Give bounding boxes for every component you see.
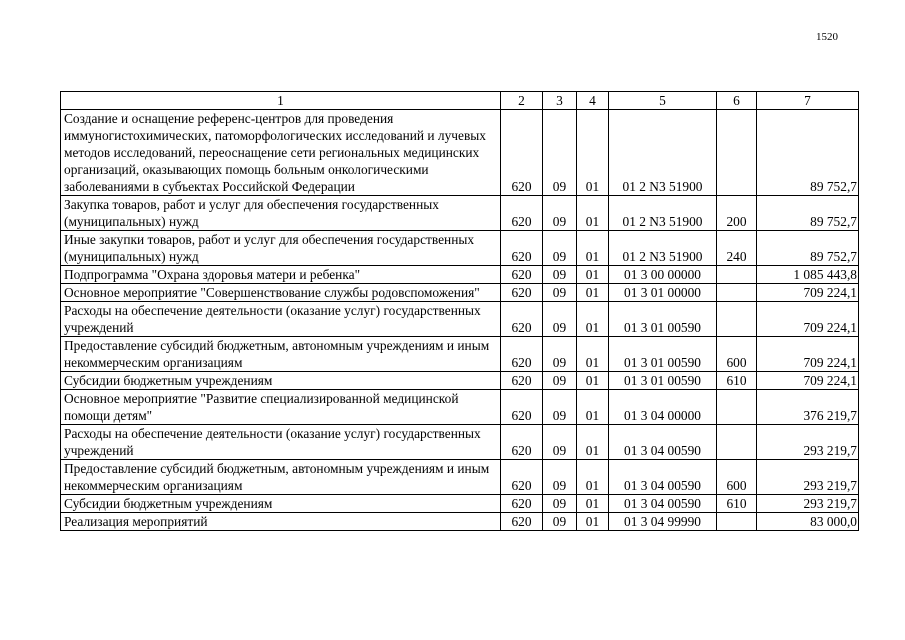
- ministry-code-cell: 620: [501, 425, 543, 460]
- amount-cell: 89 752,7: [757, 196, 859, 231]
- amount-cell: 1 085 443,8: [757, 266, 859, 284]
- header-col-6: 6: [717, 92, 757, 110]
- item-name-cell: Подпрограмма "Охрана здоровья матери и ребенка": [61, 266, 501, 284]
- expense-type-cell: [717, 390, 757, 425]
- amount-cell: 709 224,1: [757, 284, 859, 302]
- item-name-cell: Расходы на обеспечение деятельности (оказание услуг) государственных учреждений: [61, 302, 501, 337]
- section-code-cell: 09: [543, 284, 577, 302]
- item-name-cell: Предоставление субсидий бюджетным, автономным учреждениям и иным некоммерческим организациям: [61, 460, 501, 495]
- expense-type-cell: [717, 266, 757, 284]
- section-code-cell: 09: [543, 425, 577, 460]
- ministry-code-cell: 620: [501, 284, 543, 302]
- table-row: [61, 460, 859, 495]
- item-name-cell: Основное мероприятие "Развитие специализированной медицинской помощи детям": [61, 390, 501, 425]
- section-code-cell: 09: [543, 495, 577, 513]
- target-code-cell: 01 3 04 00590: [609, 495, 717, 513]
- ministry-code-cell: 620: [501, 495, 543, 513]
- section-code-cell: 09: [543, 390, 577, 425]
- expense-type-cell: [717, 513, 757, 531]
- table-row: [61, 372, 859, 390]
- table-row: [61, 337, 859, 372]
- expense-type-cell: [717, 425, 757, 460]
- budget-table: [60, 91, 859, 531]
- section-code-cell: 09: [543, 513, 577, 531]
- header-col-5: 5: [609, 92, 717, 110]
- header-col-4: 4: [577, 92, 609, 110]
- section-code-cell: 09: [543, 337, 577, 372]
- header-col-2: 2: [501, 92, 543, 110]
- table-row: [61, 284, 859, 302]
- header-col-1: 1: [61, 92, 501, 110]
- amount-cell: 293 219,7: [757, 495, 859, 513]
- target-code-cell: 01 3 01 00590: [609, 337, 717, 372]
- header-row: [61, 92, 859, 110]
- amount-cell: 89 752,7: [757, 231, 859, 266]
- amount-cell: 376 219,7: [757, 390, 859, 425]
- target-code-cell: 01 3 01 00590: [609, 302, 717, 337]
- expense-type-cell: 610: [717, 372, 757, 390]
- subsection-code-cell: 01: [577, 302, 609, 337]
- header-col-3: 3: [543, 92, 577, 110]
- expense-type-cell: [717, 284, 757, 302]
- section-code-cell: 09: [543, 266, 577, 284]
- item-name-cell: Иные закупки товаров, работ и услуг для обеспечения государственных (муниципальных) нужд: [61, 231, 501, 266]
- subsection-code-cell: 01: [577, 284, 609, 302]
- item-name-cell: Закупка товаров, работ и услуг для обеспечения государственных (муниципальных) нужд: [61, 196, 501, 231]
- expense-type-cell: [717, 302, 757, 337]
- item-name-cell: Предоставление субсидий бюджетным, автономным учреждениям и иным некоммерческим организациям: [61, 337, 501, 372]
- table-row: [61, 302, 859, 337]
- ministry-code-cell: 620: [501, 196, 543, 231]
- amount-cell: 293 219,7: [757, 460, 859, 495]
- target-code-cell: 01 3 00 00000: [609, 266, 717, 284]
- ministry-code-cell: 620: [501, 460, 543, 495]
- subsection-code-cell: 01: [577, 513, 609, 531]
- table-row: [61, 231, 859, 266]
- table-body: [61, 110, 859, 531]
- target-code-cell: 01 3 04 99990: [609, 513, 717, 531]
- section-code-cell: 09: [543, 231, 577, 266]
- item-name-cell: Расходы на обеспечение деятельности (оказание услуг) государственных учреждений: [61, 425, 501, 460]
- expense-type-cell: 600: [717, 460, 757, 495]
- subsection-code-cell: 01: [577, 495, 609, 513]
- item-name-cell: Субсидии бюджетным учреждениям: [61, 495, 501, 513]
- ministry-code-cell: 620: [501, 372, 543, 390]
- amount-cell: 83 000,0: [757, 513, 859, 531]
- table-row: [61, 425, 859, 460]
- section-code-cell: 09: [543, 372, 577, 390]
- amount-cell: 89 752,7: [757, 110, 859, 196]
- amount-cell: 709 224,1: [757, 302, 859, 337]
- subsection-code-cell: 01: [577, 390, 609, 425]
- target-code-cell: 01 2 N3 51900: [609, 231, 717, 266]
- table-row: [61, 495, 859, 513]
- target-code-cell: 01 3 01 00590: [609, 372, 717, 390]
- item-name-cell: Создание и оснащение референс-центров для проведения иммуногистохимических, патоморфологических исследований и лучевых методов исследований, переоснащение сети региональных медицинских организаций, оказывающих помощь больным онкологическими заболеваниями в субъектах Российской Федерации: [61, 110, 501, 196]
- amount-cell: 293 219,7: [757, 425, 859, 460]
- ministry-code-cell: 620: [501, 231, 543, 266]
- subsection-code-cell: 01: [577, 372, 609, 390]
- expense-type-cell: [717, 110, 757, 196]
- subsection-code-cell: 01: [577, 266, 609, 284]
- subsection-code-cell: 01: [577, 231, 609, 266]
- header-col-7: 7: [757, 92, 859, 110]
- table-header: [61, 92, 859, 110]
- item-name-cell: Субсидии бюджетным учреждениям: [61, 372, 501, 390]
- amount-cell: 709 224,1: [757, 372, 859, 390]
- expense-type-cell: 600: [717, 337, 757, 372]
- target-code-cell: 01 3 04 00590: [609, 425, 717, 460]
- item-name-cell: Реализация мероприятий: [61, 513, 501, 531]
- section-code-cell: 09: [543, 196, 577, 231]
- subsection-code-cell: 01: [577, 337, 609, 372]
- section-code-cell: 09: [543, 110, 577, 196]
- table-row: [61, 513, 859, 531]
- subsection-code-cell: 01: [577, 425, 609, 460]
- table-row: [61, 196, 859, 231]
- section-code-cell: 09: [543, 460, 577, 495]
- ministry-code-cell: 620: [501, 266, 543, 284]
- target-code-cell: 01 3 04 00590: [609, 460, 717, 495]
- target-code-cell: 01 3 04 00000: [609, 390, 717, 425]
- ministry-code-cell: 620: [501, 110, 543, 196]
- table-row: [61, 110, 859, 196]
- ministry-code-cell: 620: [501, 302, 543, 337]
- ministry-code-cell: 620: [501, 337, 543, 372]
- target-code-cell: 01 2 N3 51900: [609, 196, 717, 231]
- table-row: [61, 266, 859, 284]
- page-number: 1520: [816, 31, 838, 43]
- expense-type-cell: 610: [717, 495, 757, 513]
- ministry-code-cell: 620: [501, 513, 543, 531]
- subsection-code-cell: 01: [577, 460, 609, 495]
- expense-type-cell: 200: [717, 196, 757, 231]
- item-name-cell: Основное мероприятие "Совершенствование службы родовспоможения": [61, 284, 501, 302]
- ministry-code-cell: 620: [501, 390, 543, 425]
- table-row: [61, 390, 859, 425]
- expense-type-cell: 240: [717, 231, 757, 266]
- subsection-code-cell: 01: [577, 196, 609, 231]
- section-code-cell: 09: [543, 302, 577, 337]
- target-code-cell: 01 2 N3 51900: [609, 110, 717, 196]
- target-code-cell: 01 3 01 00000: [609, 284, 717, 302]
- amount-cell: 709 224,1: [757, 337, 859, 372]
- subsection-code-cell: 01: [577, 110, 609, 196]
